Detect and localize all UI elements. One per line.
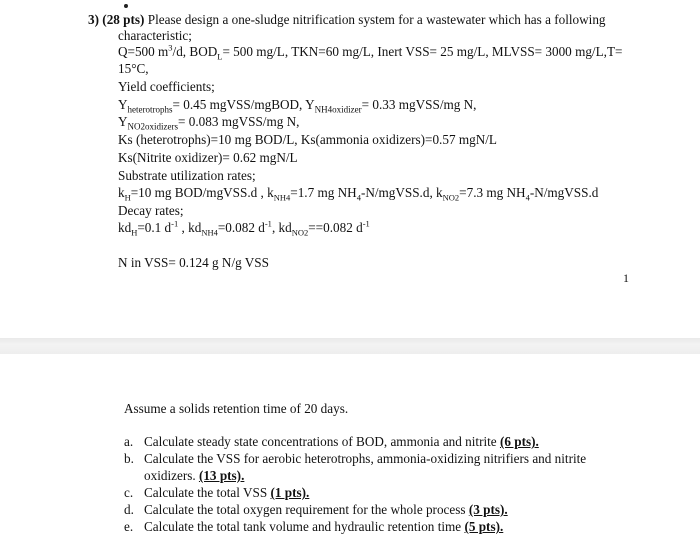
list-item: a. Calculate steady state concentrations of BOD, ammonia and nitrite (6 pts). (124, 434, 539, 449)
yield-line-2: $Y_{NO2oxidizers}= 0.083$ mgVSS/mg N, (118, 114, 300, 132)
bullet-dot (124, 4, 128, 8)
n-in-vss: N in VSS= 0.124 g N/g VSS (118, 255, 269, 270)
ks-line-2: Ks(Nitrite oxidizer)= 0.62 mgN/L (118, 150, 298, 165)
question-number: 3) (88, 12, 99, 27)
temperature: 15°C, (118, 61, 149, 76)
utilization-heading: Substrate utilization rates; (118, 168, 256, 183)
list-item: c. Calculate the total VSS (1 pts). (124, 485, 310, 500)
intro-line-1: Please design a one-sludge nitrification system for a wastewater which has a following (147, 12, 606, 27)
utilization-line: $k_H=10$ mg BOD/mgVSS.d , $k_{NH4}=1.7$ mg $NH_4-N/mgVSS.d$, $k_{NO2}=7.3$ mg $NH_4-N/mgVSS.d$ (118, 185, 599, 203)
page-divider (0, 338, 700, 354)
ks-line-1: Ks (heterotrophs)=10 mg BOD/L, Ks(ammonia oxidizers)=0.57 mgN/L (118, 132, 497, 147)
list-item: oxidizers. (13 pts). (144, 468, 245, 483)
decay-line: $kd_H=0.1$ $d^{-1}$ , $kd_{NH4}=0.082$ $d^{-1}$, $kd_{NO2}==0.082$ $d^{-1}$ (118, 218, 370, 238)
decay-heading: Decay rates; (118, 203, 184, 218)
question-header (88, 12, 606, 28)
parameters-line: Q=500 $m^3/d$, $BOD_L= 500$ mg/L, TKN=60 mg/L, Inert VSS= 25 mg/L, MLVSS= 3000 mg/L,T= (118, 42, 623, 62)
page-number: 1 (623, 271, 629, 285)
page-2 (0, 354, 700, 553)
list-item: b. Calculate the VSS for aerobic heterotrophs, ammonia-oxidizing nitrifiers and nitrite (124, 451, 587, 466)
list-item: d. Calculate the total oxygen requirement for the whole process (3 pts). (124, 502, 508, 517)
yield-heading: Yield coefficients; (118, 79, 215, 94)
list-item: e. Calculate the total tank volume and hydraulic retention time (5 pts). (124, 519, 504, 534)
intro-line-2: characteristic; (118, 28, 192, 43)
yield-line-1: $Y_{heterotrophs}= 0.45$ mgVSS/mgBOD, $Y_{NH4oxidizer}= 0.33$ mgVSS/mg N, (118, 97, 477, 115)
question-points: (28 pts) (102, 12, 145, 27)
srt-assumption: Assume a solids retention time of 20 days. (124, 401, 349, 416)
